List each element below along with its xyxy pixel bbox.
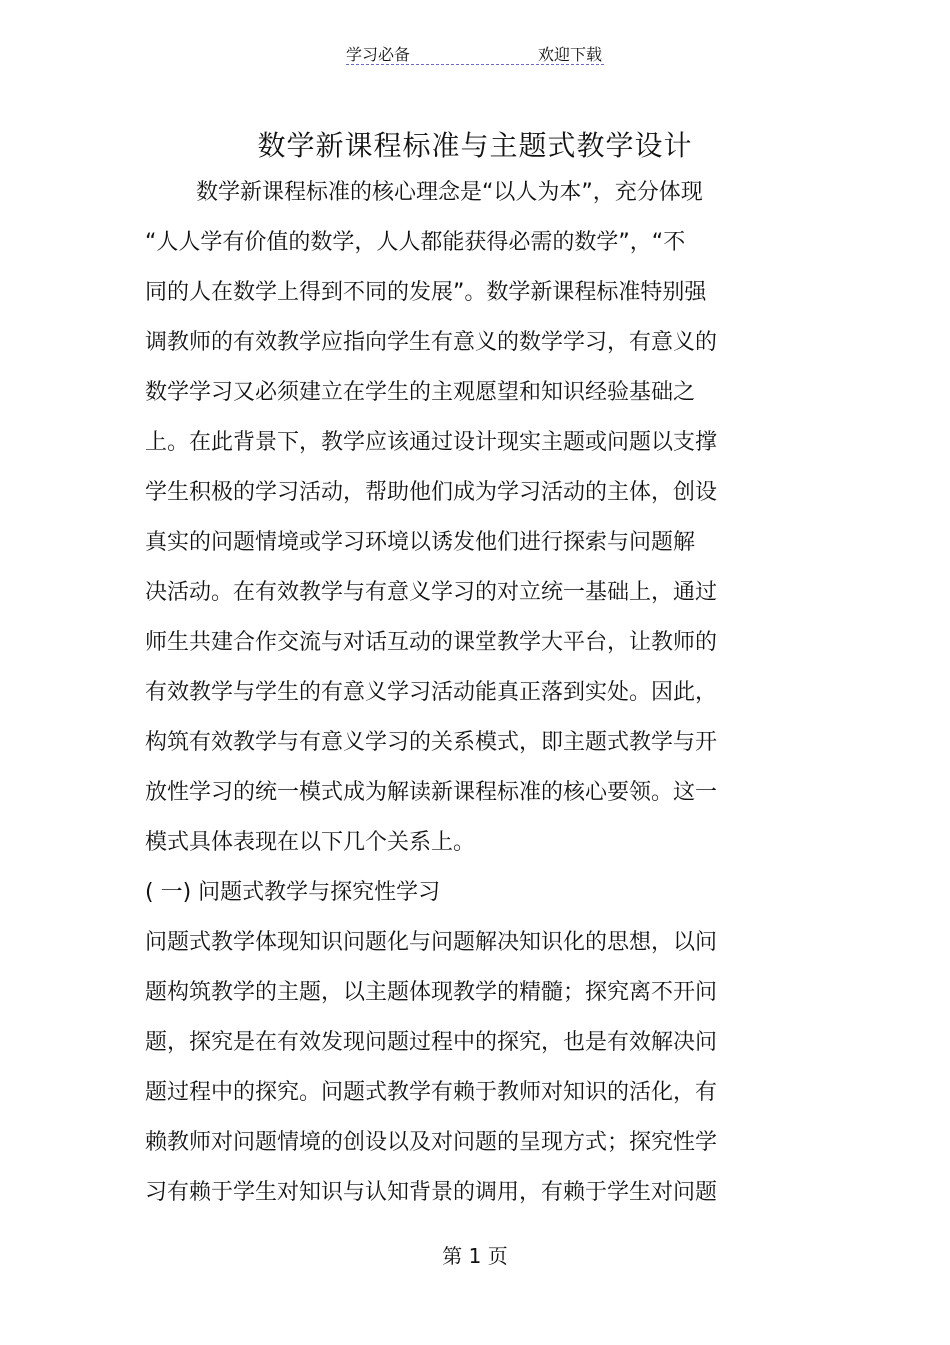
body-line: 赖教师对问题情境的创设以及对问题的呈现方式；探究性学 (145, 1130, 718, 1155)
document-title: 数学新课程标准与主题式教学设计 (257, 129, 693, 162)
header-right-text: 欢迎下载 (537, 45, 602, 64)
body-line: 题构筑教学的主题，以主题体现教学的精髓；探究离不开问 (145, 980, 718, 1005)
body-line: 数学新课程标准的核心理念是“以人为本”，充分体现 (196, 180, 703, 205)
body-line: 真实的问题情境或学习环境以诱发他们进行探索与问题解 (145, 530, 696, 555)
body-line: 放性学习的统一模式成为解读新课程标准的核心要领。这一 (145, 780, 718, 805)
body-line: 调教师的有效教学应指向学生有意义的数学学习，有意义的 (145, 330, 718, 355)
body-line: 决活动。在有效教学与有意义学习的对立统一基础上，通过 (145, 580, 718, 605)
section-heading: ( 一) 问题式教学与探究性学习 (145, 880, 441, 905)
body-line: 构筑有效教学与有意义学习的关系模式，即主题式教学与开 (145, 730, 718, 755)
body-line: 模式具体表现在以下几个关系上。 (145, 830, 476, 855)
body-line: 题过程中的探究。问题式教学有赖于教师对知识的活化，有 (145, 1080, 718, 1105)
body-line: 数学学习又必须建立在学生的主观愿望和知识经验基础之 (145, 380, 696, 405)
page-number: 第 1 页 (442, 1244, 508, 1268)
body-line: 师生共建合作交流与对话互动的课堂教学大平台，让教师的 (145, 630, 718, 655)
body-line: “人人学有价值的数学，人人都能获得必需的数学”，“不 (145, 230, 686, 255)
body-line: 习有赖于学生对知识与认知背景的调用，有赖于学生对问题 (145, 1180, 718, 1205)
body-line: 题，探究是在有效发现问题过程中的探究，也是有效解决问 (145, 1030, 718, 1055)
body-line: 上。在此背景下，教学应该通过设计现实主题或问题以支撑 (145, 430, 718, 455)
body-line: 同的人在数学上得到不同的发展”。数学新课程标准特别强 (145, 280, 707, 305)
page-header (346, 40, 604, 65)
body-line: 有效教学与学生的有意义学习活动能真正落到实处。因此， (145, 680, 718, 705)
body-line: 学生积极的学习活动，帮助他们成为学习活动的主体，创设 (145, 480, 718, 505)
body-line: 问题式教学体现知识问题化与问题解决知识化的思想，以问 (145, 930, 718, 955)
header-left-text: 学习必备 (346, 45, 411, 64)
